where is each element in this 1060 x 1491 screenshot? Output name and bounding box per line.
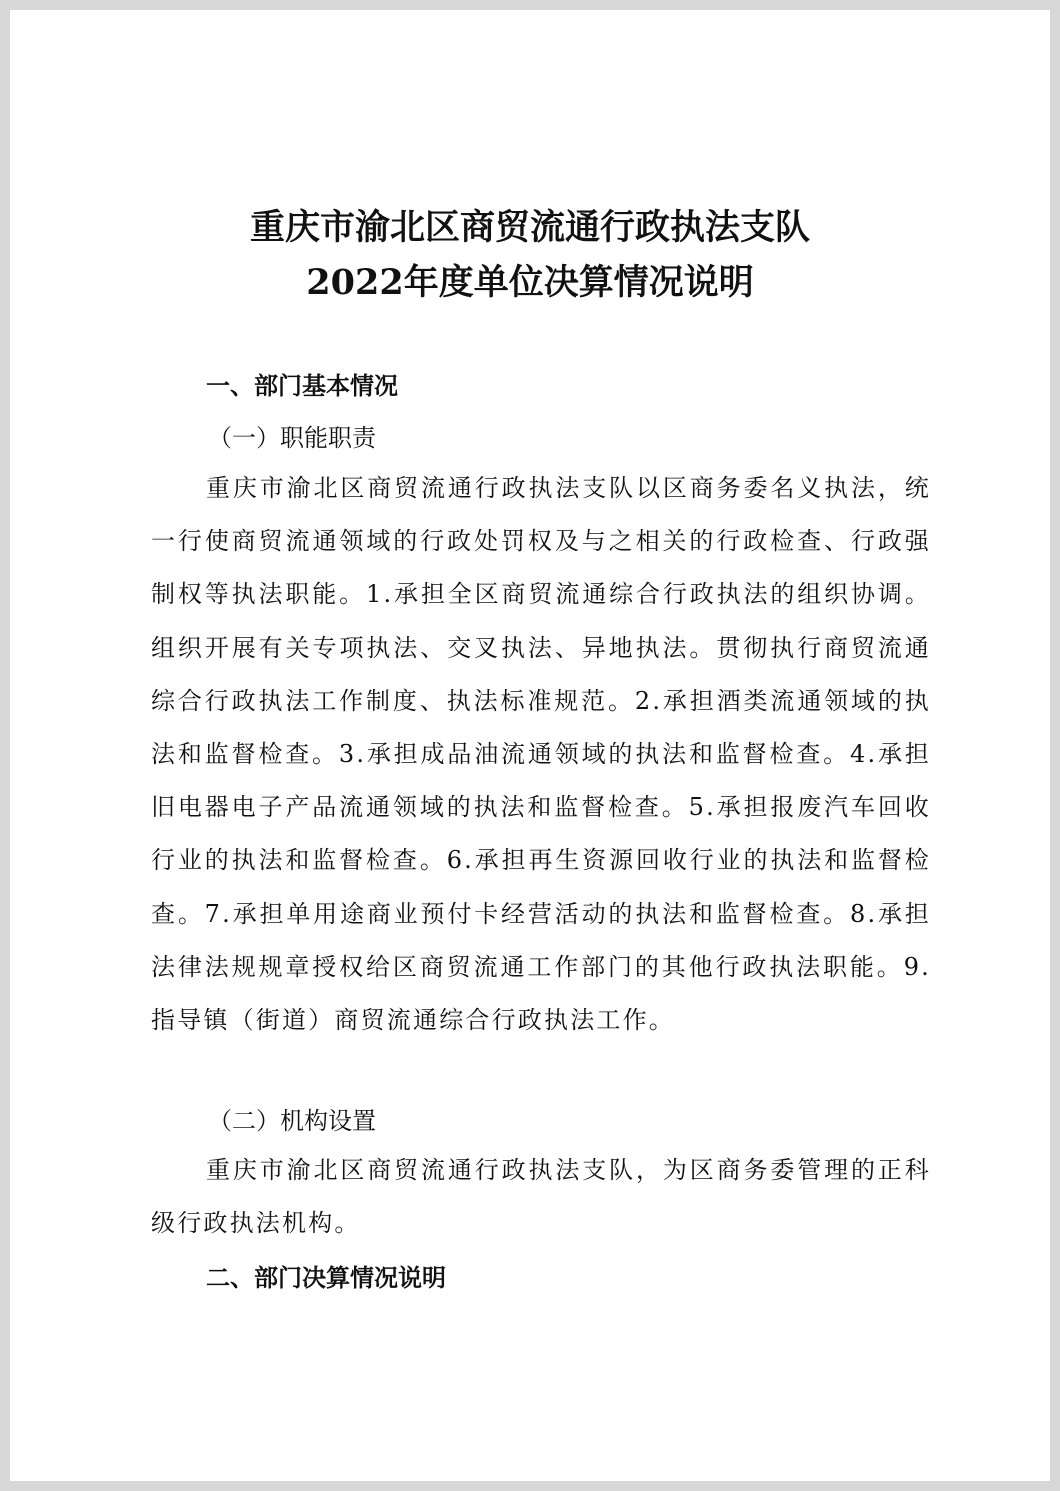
document-title-line2: 2022年度单位决算情况说明 <box>306 262 754 303</box>
section1-heading: 一、部门基本情况 <box>206 372 398 400</box>
section1-sub1-heading: （一）职能职责 <box>208 424 376 452</box>
section2-heading: 二、部门决算情况说明 <box>206 1264 446 1292</box>
section1-sub1-paragraph: 重庆市渝北区商贸流通行政执法支队以区商务委名义执法，统一行使商贸流通领域的行政处罚权及与之相关的行政检查、行政强制权等执法职能。1.承担全区商贸流通综合行政执法的组织协调。组织开展有关专项执法、交叉执法、异地执法。贯彻执行商贸流通综合行政执法工作制度、执法标准规范。2.承担酒类流通领域的执法和监督检查。3.承担成品油流通领域的执法和监督检查。4.承担旧电器电子产品流通领域的执法和监督检查。5.承担报废汽车回收行业的执法和监督检查。6.承担再生资源回收行业的执法和监督检查。7.承担单用途商业预付卡经营活动的执法和监督检查。8.承担法律法规规章授权给区商贸流通工作部门的其他行政执法职能。9.指导镇（街道）商贸流通综合行政执法工作。 <box>151 474 931 1035</box>
document-title-line1: 重庆市渝北区商贸流通行政执法支队 <box>249 207 810 248</box>
document-page <box>10 10 1050 1481</box>
section1-sub2-paragraph: 重庆市渝北区商贸流通行政执法支队，为区商务委管理的正科级行政执法机构。 <box>151 1156 931 1238</box>
section1-sub2-heading: （二）机构设置 <box>208 1107 376 1135</box>
